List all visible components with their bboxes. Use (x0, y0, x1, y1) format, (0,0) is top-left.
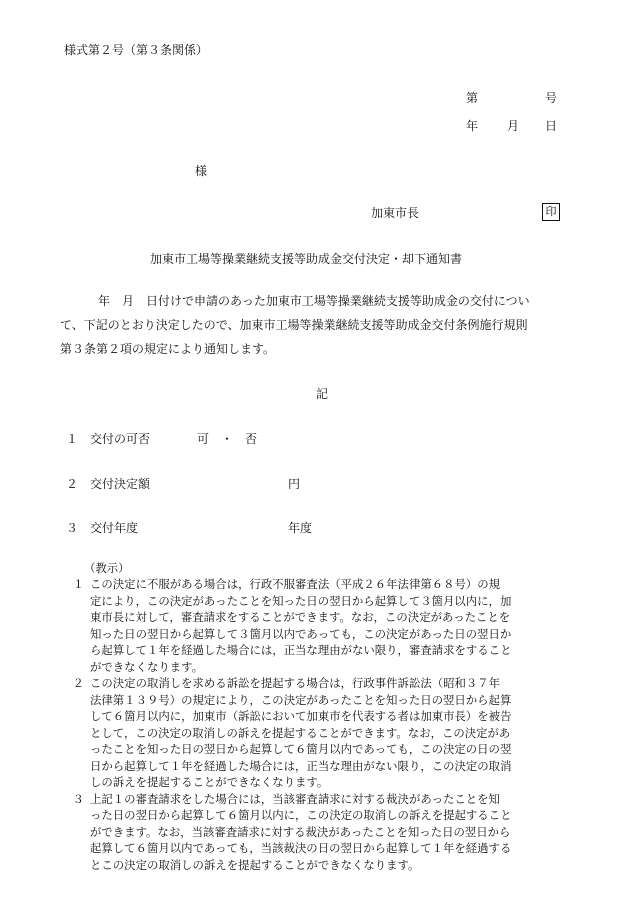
document-number-go: 号 (545, 91, 558, 105)
kyoji-title: （教示） (84, 561, 130, 575)
kyoji-line: として，この決定の取消しの訴えを提起することができます。なお，この決定があ (90, 725, 511, 740)
kyoji-line: 定により，この決定があったことを知った日の翌日から起算して３箇月以内に，加 (90, 593, 512, 608)
kyoji-line: 起算して６箇月以内であっても，当該裁決の日の翌日から起算して１年を経過する (90, 841, 512, 855)
item-label: 交付の可否 (90, 432, 151, 446)
kyoji-item-number: １ (72, 577, 84, 591)
kyoji-line: った日の翌日から起算して６箇月以内に，この決定の取消しの訴えを提起すること (90, 808, 512, 822)
body-line-1: 年 月 日付けで申請のあった加東市工場等操業継続支援等助成金の交付につい (98, 294, 530, 308)
kyoji-line: とこの決定の取消しの訴えを提起することができなくなります。 (90, 857, 420, 872)
kyoji-item-1 (62, 576, 602, 675)
kyoji-item-number: ２ (72, 676, 84, 690)
kyoji-item-number: ３ (72, 791, 84, 806)
document-title: 加東市工場等操業継続支援等助成金交付決定・却下通知書 (150, 252, 463, 266)
kyoji-line: 日から起算して１年を経過した場合には，正当な理由がない限り，この決定の取消 (90, 758, 512, 773)
document-number-dai: 第 (466, 91, 479, 105)
kyoji-line: ができます。なお，当該審査請求に対する裁決があったことを知った日の翌日から (90, 824, 511, 839)
kyoji-line: 知った日の翌日から起算して３箇月以内であっても，この決定があった日の翌日か (90, 626, 512, 641)
item-label: 交付決定額 (90, 477, 151, 491)
kyoji-line: ができなくなります。 (90, 659, 203, 674)
item-value: 円 (288, 477, 301, 491)
item-number: ３ (66, 521, 79, 535)
date-year: 年 (466, 119, 479, 133)
item-label: 交付年度 (90, 521, 139, 535)
kyoji-line: 法律第１３９号）の規定により，この決定があったことを知った日の翌日から起算 (90, 692, 512, 707)
kyoji-line: 東市長に対して，審査請求をすることができます。なお，この決定があったことを (90, 610, 511, 624)
seal-box: 印 (542, 203, 560, 221)
kyoji-item-3 (62, 791, 602, 874)
kyoji-line: 上記１の審査請求をした場合には，当該審査請求に対する裁決があったことを知 (90, 791, 500, 806)
kyoji-item-2 (62, 675, 602, 791)
ki-heading: 記 (316, 387, 329, 401)
item-number: ２ (66, 477, 79, 491)
item-value: 可 ・ 否 (197, 432, 258, 446)
form-label: 様式第２号（第３条関係） (64, 43, 209, 57)
addressee-sama: 様 (195, 164, 208, 178)
kyoji-line: ったことを知った日の翌日から起算して６箇月以内であっても，この決定の日の翌 (90, 742, 512, 756)
kyoji-section (62, 560, 602, 873)
item-number: １ (66, 432, 79, 446)
kyoji-line: この決定に不服がある場合は，行政不服審査法（平成２６年法律第６８号）の規 (90, 577, 501, 591)
kyoji-line: この決定の取消しを求める訴訟を提起する場合は，行政事件訴訟法（昭和３７年 (90, 676, 501, 690)
item-value: 年度 (288, 521, 313, 535)
date-month: 月 (507, 119, 520, 133)
kyoji-line: ら起算して１年を経過した場合には，正当な理由がない限り，審査請求をすること (90, 643, 512, 657)
kyoji-line: して６箇月以内に，加東市（訴訟において加東市を代表する者は加東市長）を被告 (90, 709, 512, 723)
body-line-3: 第３条第２項の規定により通知します。 (60, 342, 276, 356)
date-day: 日 (545, 119, 558, 133)
body-line-2: て、下記のとおり決定したので、加東市工場等操業継続支援等助成金交付条例施行規則 (60, 318, 528, 332)
issuer-name: 加東市長 (371, 206, 420, 220)
kyoji-line: しの訴えを提起することができなくなります。 (90, 775, 329, 789)
